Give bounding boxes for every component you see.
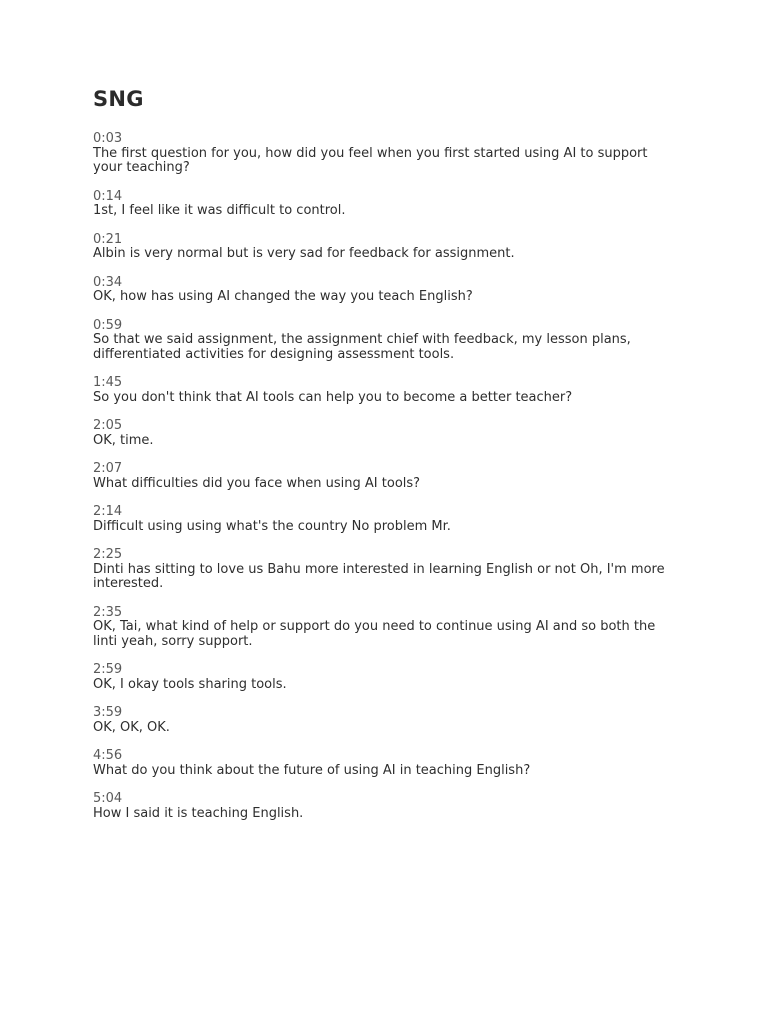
- utterance-text: OK, I okay tools sharing tools.: [93, 676, 287, 692]
- transcript-entry: [93, 376, 668, 405]
- timestamp: 2:05: [93, 418, 123, 433]
- timestamp: 2:59: [93, 662, 123, 677]
- transcript-list: [93, 132, 668, 821]
- timestamp: 2:35: [93, 604, 123, 620]
- utterance-text: How I said it is teaching English.: [93, 805, 304, 821]
- transcript-entry: [93, 462, 668, 491]
- transcript-entry: [93, 606, 668, 650]
- timestamp: 2:07: [93, 461, 123, 476]
- timestamp: 2:14: [93, 504, 123, 519]
- utterance-text: Dinti has sitting to love us Bahu more interested in learning English or not Oh, I'm more interested.: [93, 561, 665, 591]
- timestamp: 4:56: [93, 748, 123, 763]
- utterance-text: The first question for you, how did you feel when you first started using AI to support your teaching?: [93, 145, 648, 175]
- transcript-entry: [93, 505, 668, 534]
- transcript-entry: [93, 749, 668, 778]
- transcript-entry: [93, 319, 668, 363]
- utterance-text: Difficult using using what's the country No problem Mr.: [93, 518, 451, 534]
- transcript-entry: [93, 233, 668, 262]
- utterance-text: So you don't think that AI tools can help you to become a better teacher?: [93, 389, 573, 405]
- timestamp: 5:04: [93, 791, 123, 806]
- transcript-entry: [93, 792, 668, 821]
- utterance-text: OK, Tai, what kind of help or support do you need to continue using AI and so both the linti yeah, sorry support.: [93, 619, 656, 649]
- utterance-text: 1st, I feel like it was difficult to control.: [93, 203, 346, 218]
- transcript-entry: [93, 276, 668, 305]
- transcript-entry: [93, 663, 668, 692]
- utterance-text: OK, OK, OK.: [93, 719, 170, 735]
- transcript-entry: [93, 419, 668, 448]
- timestamp: 0:59: [93, 317, 123, 333]
- timestamp: 0:03: [93, 131, 123, 146]
- timestamp: 0:14: [93, 188, 123, 204]
- transcript-entry: [93, 548, 668, 592]
- transcript-entry: [93, 190, 668, 219]
- transcript-entry: [93, 706, 668, 735]
- utterance-text: OK, how has using AI changed the way you teach English?: [93, 289, 473, 304]
- timestamp: 0:34: [93, 274, 123, 290]
- timestamp: 3:59: [93, 705, 123, 720]
- utterance-text: What do you think about the future of using AI in teaching English?: [93, 762, 531, 778]
- utterance-text: OK, time.: [93, 432, 154, 448]
- document-title: SNG: [93, 87, 144, 111]
- utterance-text: Albin is very normal but is very sad for feedback for assignment.: [93, 246, 515, 261]
- transcript-entry: [93, 132, 668, 176]
- timestamp: 0:21: [93, 231, 123, 247]
- timestamp: 2:25: [93, 547, 123, 562]
- utterance-text: What difficulties did you face when using AI tools?: [93, 475, 421, 491]
- utterance-text: So that we said assignment, the assignment chief with feedback, my lesson plans, differentiated activities for designing assessment tools.: [93, 332, 631, 362]
- timestamp: 1:45: [93, 375, 123, 390]
